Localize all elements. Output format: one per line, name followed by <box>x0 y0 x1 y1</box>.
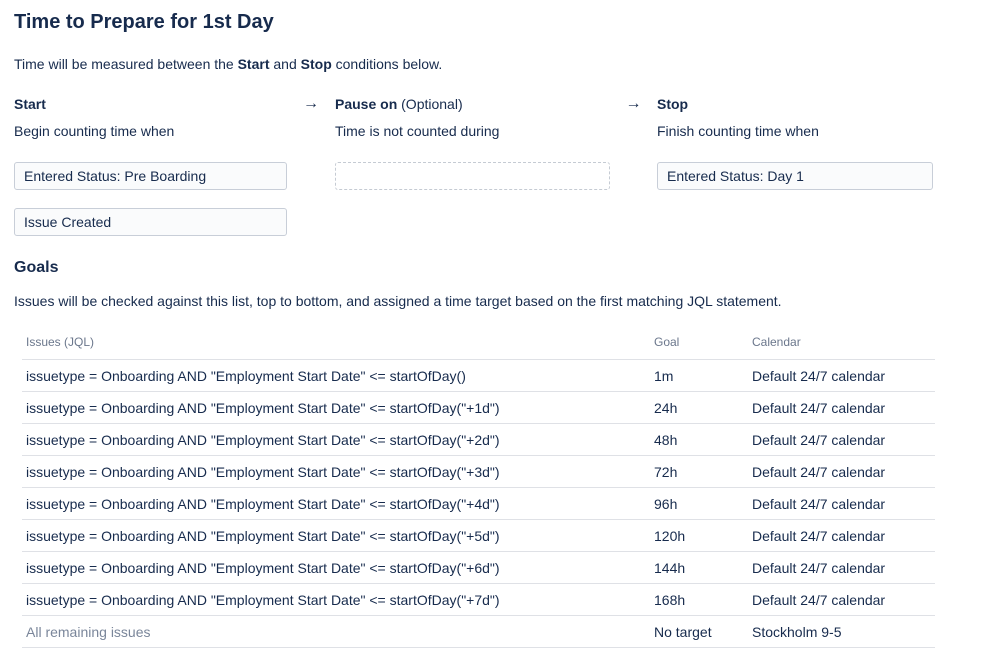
pause-heading <box>335 96 610 112</box>
goal-jql-cell: All remaining issues <box>22 616 650 648</box>
goal-target-cell: 96h <box>650 488 748 520</box>
subtitle-suffix: conditions below. <box>331 56 443 72</box>
goal-target-cell: 24h <box>650 392 748 424</box>
goal-target-cell: 120h <box>650 520 748 552</box>
goal-target-cell: 1m <box>650 360 748 392</box>
start-condition-box[interactable]: Entered Status: Pre Boarding <box>14 162 287 190</box>
pause-conditions <box>335 162 610 190</box>
goal-target-cell: No target <box>650 616 748 648</box>
pause-heading-label: Pause on <box>335 96 398 112</box>
goal-jql-cell: issuetype = Onboarding AND "Employment Start Date" <= startOfDay("+3d") <box>22 456 650 488</box>
goal-target-cell: 48h <box>650 424 748 456</box>
stop-description: Finish counting time when <box>657 123 819 139</box>
page-title: Time to Prepare for 1st Day <box>14 11 274 33</box>
sla-flow-section <box>14 96 985 236</box>
goals-description: Issues will be checked against this list, top to bottom, and assigned a time target based on the first matching JQL statement. <box>14 293 782 309</box>
goal-jql-cell: issuetype = Onboarding AND "Employment Start Date" <= startOfDay("+4d") <box>22 488 650 520</box>
column-header-calendar: Calendar <box>748 326 935 360</box>
goal-jql-cell: issuetype = Onboarding AND "Employment Start Date" <= startOfDay("+5d") <box>22 520 650 552</box>
goal-row[interactable] <box>22 424 935 456</box>
goal-row[interactable] <box>22 360 935 392</box>
goal-target-cell: 144h <box>650 552 748 584</box>
goal-jql-cell: issuetype = Onboarding AND "Employment Start Date" <= startOfDay("+2d") <box>22 424 650 456</box>
goal-jql-cell: issuetype = Onboarding AND "Employment Start Date" <= startOfDay("+7d") <box>22 584 650 616</box>
goal-calendar-cell: Default 24/7 calendar <box>748 424 935 456</box>
goal-row[interactable] <box>22 552 935 584</box>
column-header-goal: Goal <box>650 326 748 360</box>
measurement-description <box>14 54 985 74</box>
start-condition-box[interactable]: Issue Created <box>14 208 287 236</box>
goal-target-cell: 168h <box>650 584 748 616</box>
goal-calendar-cell: Default 24/7 calendar <box>748 488 935 520</box>
goals-heading: Goals <box>14 259 59 276</box>
goal-calendar-cell: Default 24/7 calendar <box>748 392 935 424</box>
stop-condition-box[interactable]: Entered Status: Day 1 <box>657 162 933 190</box>
pause-heading-optional: (Optional) <box>397 96 463 112</box>
goal-row[interactable] <box>22 392 935 424</box>
goal-jql-cell: issuetype = Onboarding AND "Employment Start Date" <= startOfDay("+1d") <box>22 392 650 424</box>
stop-conditions <box>657 162 933 190</box>
goal-calendar-cell: Default 24/7 calendar <box>748 552 935 584</box>
goal-row[interactable] <box>22 520 935 552</box>
subtitle-stop-word: Stop <box>300 56 332 72</box>
goal-calendar-cell: Stockholm 9-5 <box>748 616 935 648</box>
goals-header-row <box>22 326 935 360</box>
pause-condition-dropzone[interactable] <box>335 162 610 190</box>
goal-calendar-cell: Default 24/7 calendar <box>748 456 935 488</box>
goals-table <box>22 326 935 648</box>
goals-table-body <box>22 360 935 648</box>
start-description: Begin counting time when <box>14 123 175 139</box>
goals-table-head <box>22 326 935 360</box>
arrow-right-icon: → <box>303 95 319 112</box>
pause-description: Time is not counted during <box>335 123 500 139</box>
goal-jql-cell: issuetype = Onboarding AND "Employment Start Date" <= startOfDay() <box>22 360 650 392</box>
subtitle-middle: and <box>269 56 301 72</box>
goal-row[interactable] <box>22 456 935 488</box>
arrow-right-icon: → <box>625 95 642 112</box>
stop-heading: Stop <box>657 96 689 112</box>
goal-calendar-cell: Default 24/7 calendar <box>748 360 935 392</box>
stop-column <box>657 96 933 190</box>
pause-column <box>335 96 610 190</box>
subtitle-prefix: Time will be measured between the <box>14 56 238 72</box>
goal-target-cell: 72h <box>650 456 748 488</box>
start-conditions <box>14 162 287 236</box>
goal-row[interactable] <box>22 584 935 616</box>
goal-calendar-cell: Default 24/7 calendar <box>748 520 935 552</box>
goal-row[interactable] <box>22 488 935 520</box>
start-column <box>14 96 287 236</box>
subtitle-start-word: Start <box>237 56 270 72</box>
start-heading: Start <box>14 96 46 112</box>
column-header-jql: Issues (JQL) <box>22 326 650 360</box>
goal-row[interactable] <box>22 616 935 648</box>
goal-calendar-cell: Default 24/7 calendar <box>748 584 935 616</box>
goal-jql-cell: issuetype = Onboarding AND "Employment Start Date" <= startOfDay("+6d") <box>22 552 650 584</box>
